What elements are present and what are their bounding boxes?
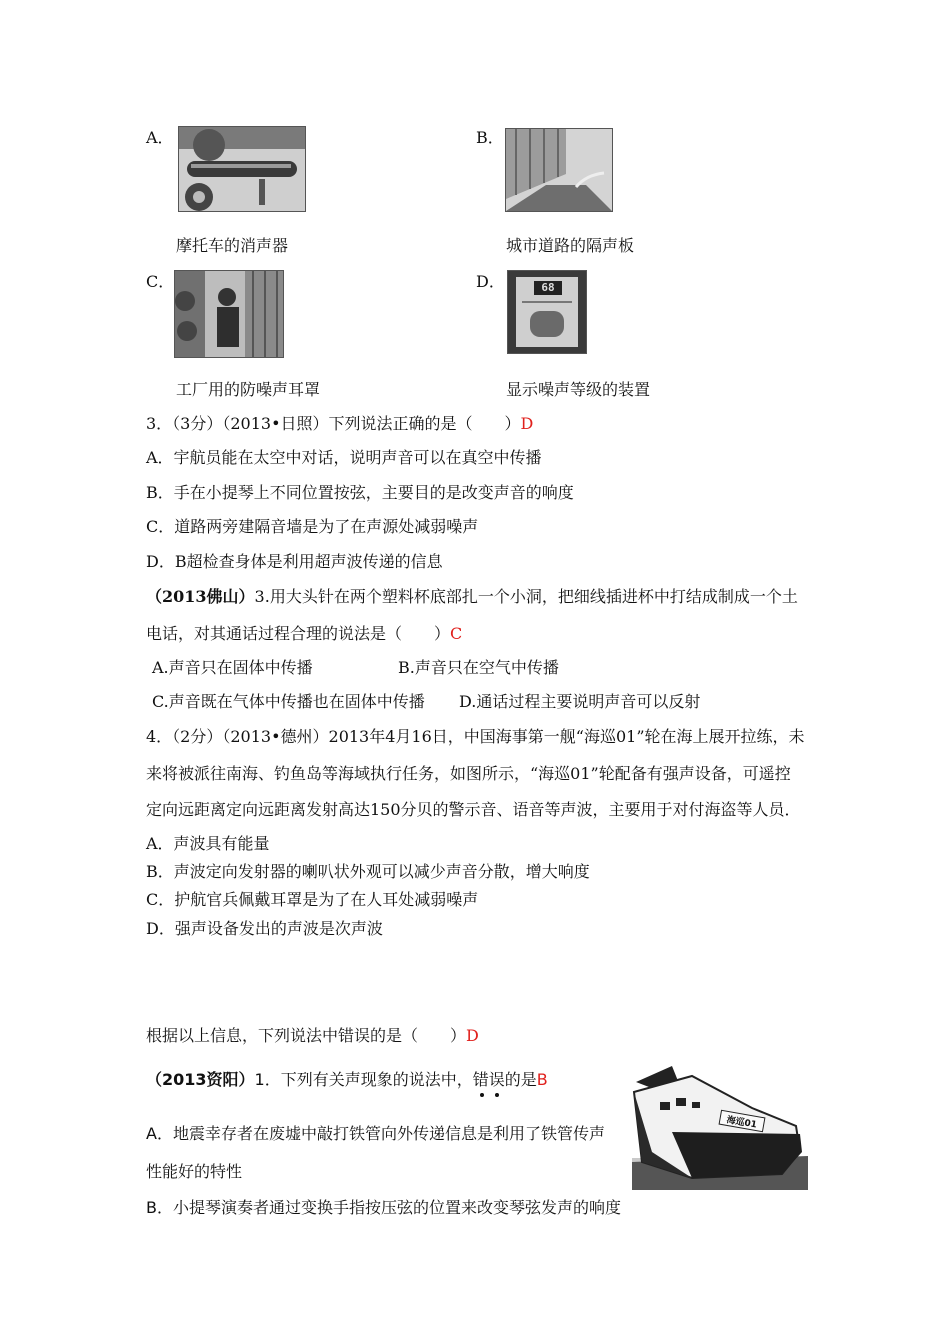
foshan-source: （2013佛山） <box>146 587 255 606</box>
q3-option-d: D．B超检查身体是利用超声波传递的信息 <box>146 552 443 571</box>
foshan-option-b: B.声音只在空气中传播 <box>398 658 559 677</box>
option-a-caption: 摩托车的消声器 <box>176 236 289 255</box>
q4-option-b: B．声波定向发射器的喇叭状外观可以减少声音分散，增大响度 <box>146 862 590 881</box>
ziyang-answer: B <box>536 1070 548 1089</box>
ship-hull-label: 海巡01 <box>725 1115 758 1131</box>
foshan-option-c: C.声音既在气体中传播也在固体中传播 <box>152 692 425 711</box>
q3-option-b: B．手在小提琴上不同位置按弦，主要目的是改变声音的响度 <box>146 483 574 502</box>
q4-followup: 根据以上信息，下列说法中错误的是（ ）D <box>146 1026 479 1045</box>
ziyang-option-a-line2: 性能好的特性 <box>146 1162 243 1181</box>
noise-display-photo <box>507 270 587 354</box>
q3-option-c: C．道路两旁建隔音墙是为了在声源处减弱噪声 <box>146 517 479 536</box>
foshan-stem-line1: （2013佛山）3.用大头针在两个塑料杯底部扎一个小洞，把细线插进杯中打结成制成一个土 <box>146 587 798 606</box>
option-b-letter: B． <box>476 128 504 147</box>
ziyang-source: （2013资阳） <box>146 1070 255 1089</box>
q3-stem: 3．（3分）（2013•日照）下列说法正确的是（ ）D <box>146 414 534 433</box>
q3-option-a: A．宇航员能在太空中对话，说明声音可以在真空中传播 <box>146 448 542 467</box>
option-d-caption: 显示噪声等级的装置 <box>506 380 651 399</box>
q4-stem-line2: 来将被派往南海、钓鱼岛等海域执行任务，如图所示，“海巡01”轮配备有强声设备，可遥控 <box>146 764 791 783</box>
noise-level-reading: 68 <box>534 281 562 295</box>
ziyang-option-b: B．小提琴演奏者通过变换手指按压弦的位置来改变琴弦发声的响度 <box>146 1198 621 1217</box>
ear-protector-photo <box>174 270 284 358</box>
emphasis-dot <box>495 1093 499 1097</box>
foshan-answer: C <box>450 624 463 643</box>
q3-answer: D <box>520 414 534 433</box>
ziyang-stem: （2013资阳）1．下列有关声现象的说法中，错误的是B <box>146 1070 548 1089</box>
q4-option-c: C．护航官兵佩戴耳罩是为了在人耳处减弱噪声 <box>146 890 479 909</box>
foshan-option-d: D.通话过程主要说明声音可以反射 <box>459 692 701 711</box>
q4-option-d: D．强声设备发出的声波是次声波 <box>146 919 383 938</box>
q4-stem-line1: 4．（2分）（2013•德州）2013年4月16日，中国海事第一舰“海巡01”轮在海上展开拉练，未 <box>146 727 805 746</box>
sound-barrier-photo <box>505 128 613 212</box>
ziyang-option-a-line1: A．地震幸存者在废墟中敲打铁管向外传递信息是利用了铁管传声 <box>146 1124 605 1143</box>
q4-stem-line3: 定向远距离定向远距离发射高达150分贝的警示音、语音等声波，主要用于对付海盗等人员． <box>146 800 801 819</box>
ziyang-emphasis: 错误 <box>472 1070 505 1089</box>
q4-option-a: A．声波具有能量 <box>146 834 270 853</box>
ship-image <box>632 1062 808 1190</box>
foshan-option-a: A.声音只在固体中传播 <box>152 658 313 677</box>
muffler-photo <box>178 126 306 212</box>
q4-answer: D <box>466 1026 479 1045</box>
option-d-letter: D． <box>476 272 505 291</box>
foshan-stem-line2: 电话，对其通话过程合理的说法是（ ）C <box>146 624 463 643</box>
option-a-letter: A． <box>146 128 174 147</box>
option-c-letter: C． <box>146 272 175 291</box>
option-c-caption: 工厂用的防噪声耳罩 <box>176 380 321 399</box>
option-b-caption: 城市道路的隔声板 <box>506 236 635 255</box>
emphasis-dot <box>480 1093 484 1097</box>
